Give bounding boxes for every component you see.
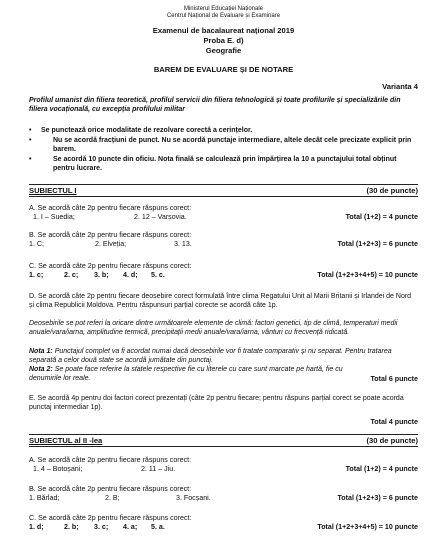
s1-d-nota-2: Nota 2: Se poate face referire la statele respective fie cu literele cu care sunt marcate pe hartă, fie cu denumirile lor reale. [29, 366, 343, 382]
s1-d-head: D. Se acordă câte 2p pentru fiecare deosebire corect formulată între clima Regatului Unit al Marii Britanii și Irlandei de Nord și clima Republicii Moldova. Pentru răspunsuri parțial corecte se acordă câte 1p. [29, 293, 412, 309]
s1-d-italic: Deosebirile se pot referi la oricare dintre următoarele elemente de climă: factori genetici, tip de climă, temperaturi medii anuale/vara/iarna, amplitudine termică, precipitații medii anuale/vara/iarna, vânturi cu frecvență ridicată. [29, 320, 398, 336]
rule-1: • Se punctează orice modalitate de rezolvare corectă a cerințelor. [29, 127, 253, 134]
s1-c-answer-5: 5. c. [151, 271, 165, 279]
s1-c-answer-4: 4. d; [123, 271, 138, 279]
section-2-points: (30 de puncte) [366, 436, 418, 445]
s1-a-answer-1: 1. I – Suedia; [33, 213, 75, 221]
s2-b-answer-2: 2. B; [105, 494, 120, 502]
s2-b-answer-1: 1. Bărlad; [29, 494, 60, 502]
center-line: Centrul Național de Evaluare și Examinare [166, 13, 281, 19]
exam-title: Examenul de bacalaureat național 2019 [152, 26, 295, 35]
s2-b-answer-3: 3. Focșani. [176, 494, 211, 502]
barem-title: BAREM DE EVALUARE ȘI DE NOTARE [153, 65, 294, 74]
rule-2: • Nu se acordă fracțiuni de punct. Nu se acordă punctaje intermediare, altele decât cele precizate explicit prin barem. [29, 137, 412, 153]
profile-note: Profilul umanist din filiera teoretică, profilul servicii din filiera tehnologică și toate profilurile și specializările din filiera vocațională, cu excepția profilului militar [29, 97, 401, 113]
s2-c-answer-3: 3. c; [94, 523, 109, 531]
s2-c-answer-4: 4. a; [123, 523, 138, 531]
s1-c-answer-3: 3. b; [94, 271, 109, 279]
s1-b-answer-2: 2. Elveția; [95, 240, 127, 248]
s2-a-answer-1: 1. 4 – Botoșani; [33, 465, 83, 473]
s1-e-total: Total 4 puncte [370, 418, 418, 426]
rule-3: • Se acordă 10 puncte din oficiu. Nota finală se calculează prin împărțirea la 10 a punctajului total obținut pentru lucrare. [29, 156, 397, 172]
divider [29, 184, 418, 185]
section-2-title: SUBIECTUL al II -lea [29, 436, 103, 445]
s1-b-head: B. Se acordă câte 2p pentru fiecare răspuns corect: [29, 231, 192, 239]
s1-c-answer-1: 1. c; [29, 271, 44, 279]
s2-a-answer-2: 2. 11 – Jiu. [141, 465, 176, 473]
divider [29, 446, 418, 447]
s2-b-total: Total (1+2+3) = 6 puncte [337, 494, 418, 502]
s1-a-answer-2: 2. 12 – Varșovia. [134, 213, 187, 221]
s2-a-total: Total (1+2) = 4 puncte [345, 465, 418, 473]
s1-d-total: Total 6 puncte [370, 375, 418, 383]
s2-a-head: A. Se acordă câte 2p pentru fiecare răspuns corect: [29, 456, 192, 464]
s1-b-answer-3: 3. 13. [174, 240, 192, 248]
section-1-title: SUBIECTUL I [29, 186, 77, 195]
proba-line: Proba E. d) [203, 36, 244, 45]
divider [29, 434, 418, 435]
s1-c-answer-2: 2. c; [64, 271, 79, 279]
s1-e-head: E. Se acordă 4p pentru doi factori corect prezentați (câte 2p pentru fiecare; pentru răspuns parțial corect se poate acorda punctaj intermediar 1p). [29, 395, 404, 411]
s2-c-answer-2: 2. b; [64, 523, 79, 531]
s1-c-total: Total (1+2+3+4+5) = 10 puncte [317, 271, 418, 279]
s1-a-head: A. Se acordă câte 2p pentru fiecare răspuns corect: [29, 204, 192, 212]
s2-b-head: B. Se acordă câte 2p pentru fiecare răspuns corect: [29, 485, 192, 493]
divider [29, 196, 418, 197]
s2-c-head: C. Se acordă câte 2p pentru fiecare răspuns corect: [29, 514, 192, 522]
section-1-points: (30 de puncte) [366, 186, 418, 195]
s2-c-answer-1: 1. d; [29, 523, 44, 531]
ministry-line: Ministerul Educației Naționale [183, 6, 264, 12]
s1-b-total: Total (1+2+3) = 6 puncte [337, 240, 418, 248]
s1-c-head: C. Se acordă câte 2p pentru fiecare răspuns corect: [29, 262, 192, 270]
s1-b-answer-1: 1. C; [29, 240, 44, 248]
s1-d-nota-1: Nota 1: Punctajul complet va fi acordat numai dacă deosebirile vor fi tratate comparativ și nu separat. Pentru tratarea separată a celor două state se acordă jumătate din punctaj. [29, 348, 392, 364]
variant-label: Varianta 4 [382, 82, 418, 91]
s1-a-total: Total (1+2) = 4 puncte [345, 213, 418, 221]
subject-line: Geografie [205, 46, 242, 55]
s2-c-answer-5: 5. a. [151, 523, 165, 531]
s2-c-total: Total (1+2+3+4+5) = 10 puncte [317, 523, 418, 531]
